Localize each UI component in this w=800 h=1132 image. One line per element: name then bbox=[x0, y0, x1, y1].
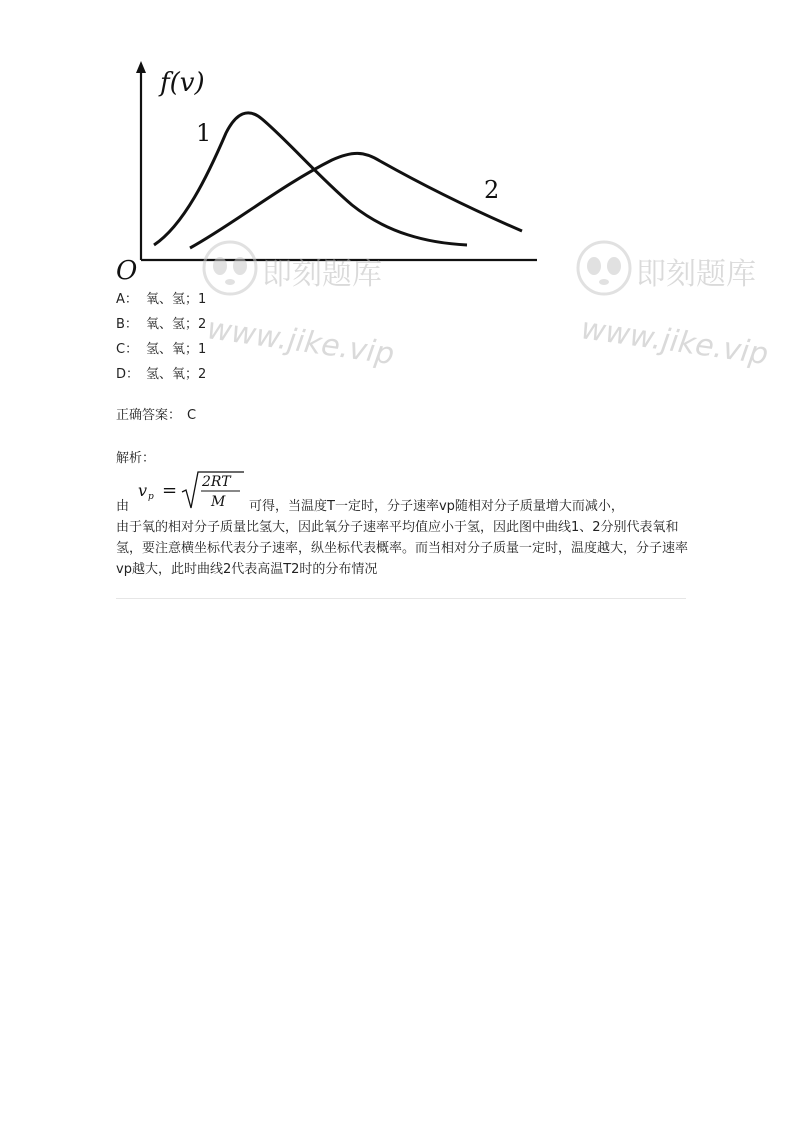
formula-prefix: 由 bbox=[116, 499, 130, 514]
distribution-figure bbox=[112, 55, 537, 285]
watermark-cn-2: 即刻题库 bbox=[636, 257, 756, 292]
option-text: 氢、氧；2 bbox=[146, 367, 207, 382]
option-b bbox=[116, 312, 206, 337]
watermark-cn: 即刻题库 bbox=[262, 257, 382, 292]
option-c bbox=[116, 337, 206, 362]
formula-denominator: M bbox=[211, 494, 226, 510]
origin-label: O bbox=[116, 256, 138, 286]
distribution-graph bbox=[112, 55, 537, 285]
analysis-body: 由于氧的相对分子质量比氢大，因此氧分子速率平均值应小于氢，因此图中曲线1、2分别代表氧和氢，要注意横坐标代表分子速率，纵坐标代表概率。而当相对分子质量一定时，温度越大，分子速率vp越大，此时曲线2代表高温T2时的分布情况 bbox=[116, 520, 689, 577]
panda-icon bbox=[578, 242, 630, 294]
y-axis-arrow bbox=[136, 61, 146, 73]
options-list bbox=[116, 287, 206, 387]
curve-1-label: 1 bbox=[196, 119, 212, 147]
answer-value: C bbox=[187, 408, 197, 423]
option-text: 氧、氢；2 bbox=[146, 317, 207, 332]
option-letter: B： bbox=[116, 317, 138, 332]
divider bbox=[116, 598, 686, 599]
analysis-section bbox=[116, 468, 691, 580]
option-text: 氢、氧；1 bbox=[146, 342, 207, 357]
watermark-url-2: www.jike.vip bbox=[578, 311, 771, 373]
formula-suffix: 可得，当温度T一定时，分子速率vp随相对分子质量增大而减小， bbox=[249, 499, 624, 514]
watermark-right bbox=[570, 238, 771, 377]
formula-lhs: v bbox=[138, 481, 148, 500]
formula-line bbox=[116, 468, 691, 512]
option-d bbox=[116, 362, 206, 387]
formula-lhs-sub: p bbox=[148, 492, 154, 502]
formula-numerator: 2RT bbox=[202, 474, 231, 490]
watermark-logo-2 bbox=[570, 238, 785, 373]
svg-text:=: = bbox=[162, 480, 178, 501]
analysis-label: 解析： bbox=[116, 451, 156, 466]
option-a bbox=[116, 287, 206, 312]
y-axis-label: f(v) bbox=[160, 68, 205, 98]
curve-2 bbox=[190, 153, 522, 248]
correct-answer bbox=[116, 404, 196, 423]
formula-vp bbox=[134, 468, 246, 512]
option-letter: A： bbox=[116, 292, 138, 307]
option-letter: C： bbox=[116, 342, 139, 357]
watermark-url: www.jike.vip bbox=[204, 311, 397, 373]
option-letter: D： bbox=[116, 367, 140, 382]
option-text: 氧、氢；1 bbox=[146, 292, 207, 307]
answer-label: 正确答案： bbox=[116, 408, 182, 423]
curve-2-label: 2 bbox=[484, 176, 500, 204]
